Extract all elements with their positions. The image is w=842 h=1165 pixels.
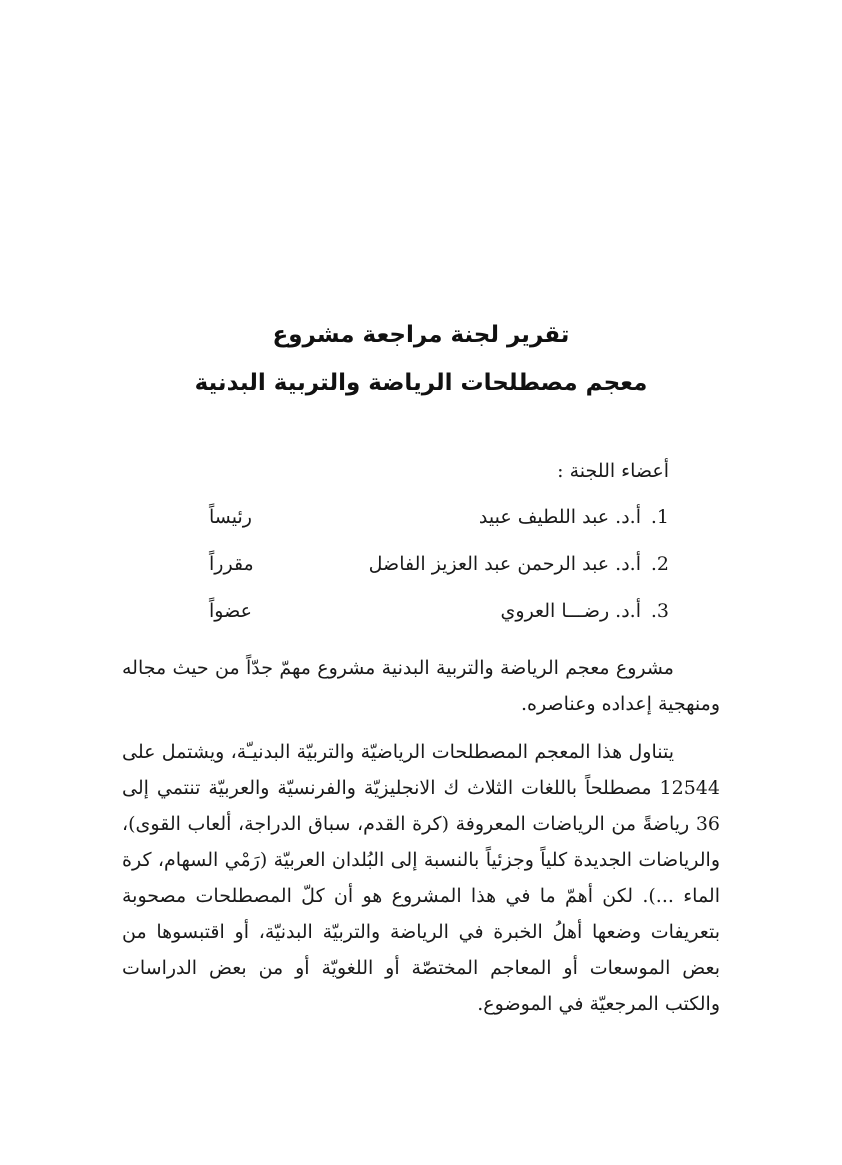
- committee-member: [209, 600, 669, 634]
- committee-member: [209, 553, 669, 587]
- intro-paragraph: مشروع معجم الرياضة والتربية البدنية مشروع مهمّ جدّاً من حيث مجاله ومنهجية إعداده وعناصره.: [122, 657, 720, 715]
- member-name: أ.د. عبد اللطيف عبيد: [478, 506, 641, 528]
- member-number: 1.: [650, 506, 669, 528]
- member-role: رئيساً: [209, 506, 252, 528]
- member-role: مقرراً: [209, 553, 254, 575]
- report-title: تقرير لجنة مراجعة مشروع: [272, 322, 570, 348]
- member-number: 3.: [650, 600, 669, 622]
- member-number: 2.: [650, 553, 669, 575]
- member-role: عضواً: [209, 600, 252, 622]
- description-paragraph: يتناول هذا المعجم المصطلحات الرياضيّة والتربيّة البدنيـّة، ويشتمل على 12544 مصطلحاً باللغات الثلاث ك الانجليزيّة والفرنسيّة والعربيّة تنتمي إلى 36 رياضةً من الرياضات المعروفة (كرة القدم، سباق الدراجة، ألعاب القوى)، والرياضات الجديدة كلياً وجزئياً بالنسبة إلى البُلدان العربيّة (رَمْي السهام، كرة الماء ...). لكن أهمّ ما في هذا المشروع هو أن كلّ المصطلحات مصحوبة بتعريفات وضعها أهلُ الخبرة في الرياضة والتربيّة البدنيّة، أو اقتبسوها من بعض الموسعات أو المعاجم المختصّة أو اللغويّة أو من بعض الدراسات والكتب المرجعيّة في الموضوع.: [122, 741, 720, 1015]
- committee-member: [209, 506, 669, 540]
- member-name: أ.د. عبد الرحمن عبد العزيز الفاضل: [368, 553, 641, 575]
- committee-members-heading: أعضاء اللجنة :: [557, 460, 669, 482]
- member-name: أ.د. رضـــا العروي: [500, 600, 641, 622]
- dictionary-title: معجم مصطلحات الرياضة والتربية البدنية: [194, 370, 648, 396]
